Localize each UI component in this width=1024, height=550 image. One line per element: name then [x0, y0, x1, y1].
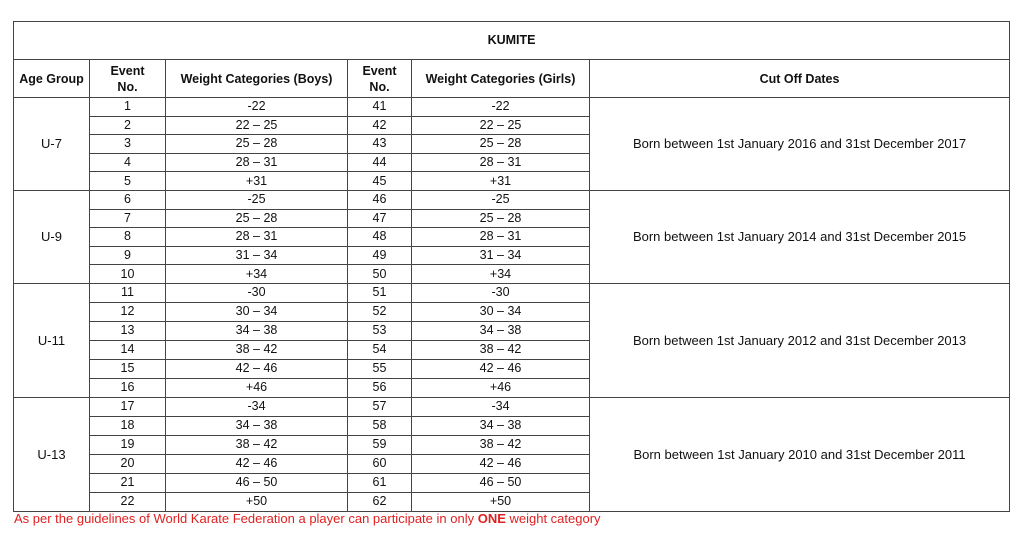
- girls-event-no-cell: 59: [348, 435, 412, 454]
- note-text-after: weight category: [505, 511, 601, 526]
- girls-event-no-cell: 48: [348, 228, 412, 247]
- header-event-no-boys: [90, 60, 166, 98]
- boys-weight-cell: -25: [166, 190, 348, 209]
- girls-event-no-cell: 52: [348, 302, 412, 321]
- girls-weight-cell: 28 – 31: [412, 228, 590, 247]
- boys-weight-cell: -34: [166, 397, 348, 416]
- boys-weight-cell: 42 – 46: [166, 454, 348, 473]
- girls-event-no-cell: 42: [348, 116, 412, 135]
- girls-weight-cell: -22: [412, 98, 590, 117]
- girls-event-no-cell: 60: [348, 454, 412, 473]
- girls-weight-cell: 46 – 50: [412, 473, 590, 492]
- boys-event-no-cell: 8: [90, 228, 166, 247]
- boys-event-no-cell: 17: [90, 397, 166, 416]
- header-cut-off-dates: Cut Off Dates: [590, 60, 1010, 98]
- header-event-no-boys-text: Event No.: [110, 63, 145, 94]
- boys-event-no-cell: 3: [90, 135, 166, 154]
- age-group-cell: U-13: [14, 397, 90, 511]
- boys-event-no-cell: 4: [90, 153, 166, 172]
- boys-weight-cell: +34: [166, 265, 348, 284]
- girls-event-no-cell: 51: [348, 283, 412, 302]
- boys-weight-cell: 38 – 42: [166, 340, 348, 359]
- girls-event-no-cell: 57: [348, 397, 412, 416]
- note-emphasis: ONE: [477, 511, 506, 526]
- boys-event-no-cell: 5: [90, 172, 166, 191]
- girls-weight-cell: +50: [412, 492, 590, 511]
- boys-event-no-cell: 21: [90, 473, 166, 492]
- age-group-cell: U-11: [14, 283, 90, 397]
- boys-event-no-cell: 9: [90, 246, 166, 265]
- girls-event-no-cell: 41: [348, 98, 412, 117]
- boys-event-no-cell: 6: [90, 190, 166, 209]
- table-row: [14, 190, 1010, 209]
- header-weight-girls: Weight Categories (Girls): [412, 60, 590, 98]
- boys-event-no-cell: 18: [90, 416, 166, 435]
- boys-event-no-cell: 14: [90, 340, 166, 359]
- guideline-note: [14, 511, 601, 526]
- boys-event-no-cell: 22: [90, 492, 166, 511]
- boys-weight-cell: 42 – 46: [166, 359, 348, 378]
- cut-off-date-cell: Born between 1st January 2014 and 31st December 2015: [590, 190, 1010, 283]
- cut-off-date-cell: Born between 1st January 2012 and 31st December 2013: [590, 283, 1010, 397]
- cut-off-date-cell: Born between 1st January 2016 and 31st December 2017: [590, 98, 1010, 191]
- girls-weight-cell: 34 – 38: [412, 321, 590, 340]
- girls-weight-cell: 31 – 34: [412, 246, 590, 265]
- girls-event-no-cell: 58: [348, 416, 412, 435]
- boys-event-no-cell: 2: [90, 116, 166, 135]
- boys-weight-cell: +46: [166, 378, 348, 397]
- girls-weight-cell: +31: [412, 172, 590, 191]
- girls-weight-cell: 38 – 42: [412, 340, 590, 359]
- girls-weight-cell: 25 – 28: [412, 209, 590, 228]
- boys-weight-cell: 38 – 42: [166, 435, 348, 454]
- girls-weight-cell: -34: [412, 397, 590, 416]
- girls-weight-cell: +46: [412, 378, 590, 397]
- boys-weight-cell: 31 – 34: [166, 246, 348, 265]
- boys-weight-cell: 34 – 38: [166, 416, 348, 435]
- girls-weight-cell: 30 – 34: [412, 302, 590, 321]
- girls-event-no-cell: 44: [348, 153, 412, 172]
- boys-weight-cell: 34 – 38: [166, 321, 348, 340]
- girls-weight-cell: 28 – 31: [412, 153, 590, 172]
- girls-event-no-cell: 47: [348, 209, 412, 228]
- boys-weight-cell: -30: [166, 283, 348, 302]
- boys-weight-cell: 30 – 34: [166, 302, 348, 321]
- boys-weight-cell: 28 – 31: [166, 153, 348, 172]
- girls-weight-cell: 22 – 25: [412, 116, 590, 135]
- boys-event-no-cell: 10: [90, 265, 166, 284]
- boys-event-no-cell: 15: [90, 359, 166, 378]
- girls-event-no-cell: 54: [348, 340, 412, 359]
- girls-weight-cell: 38 – 42: [412, 435, 590, 454]
- table-row: [14, 283, 1010, 302]
- table-row: [14, 98, 1010, 117]
- girls-event-no-cell: 49: [348, 246, 412, 265]
- header-event-no-girls-text: Event No.: [362, 63, 397, 94]
- girls-event-no-cell: 50: [348, 265, 412, 284]
- girls-weight-cell: +34: [412, 265, 590, 284]
- boys-weight-cell: 25 – 28: [166, 135, 348, 154]
- boys-event-no-cell: 12: [90, 302, 166, 321]
- boys-event-no-cell: 16: [90, 378, 166, 397]
- girls-weight-cell: 42 – 46: [412, 454, 590, 473]
- girls-event-no-cell: 61: [348, 473, 412, 492]
- girls-weight-cell: 34 – 38: [412, 416, 590, 435]
- girls-event-no-cell: 53: [348, 321, 412, 340]
- header-event-no-girls: [348, 60, 412, 98]
- age-group-cell: U-9: [14, 190, 90, 283]
- boys-weight-cell: 25 – 28: [166, 209, 348, 228]
- header-weight-boys: Weight Categories (Boys): [166, 60, 348, 98]
- cut-off-date-cell: Born between 1st January 2010 and 31st December 2011: [590, 397, 1010, 511]
- girls-event-no-cell: 43: [348, 135, 412, 154]
- boys-weight-cell: +50: [166, 492, 348, 511]
- boys-weight-cell: 46 – 50: [166, 473, 348, 492]
- header-age-group: Age Group: [14, 60, 90, 98]
- boys-event-no-cell: 19: [90, 435, 166, 454]
- boys-weight-cell: 22 – 25: [166, 116, 348, 135]
- girls-weight-cell: -25: [412, 190, 590, 209]
- boys-weight-cell: 28 – 31: [166, 228, 348, 247]
- age-group-cell: U-7: [14, 98, 90, 191]
- boys-weight-cell: +31: [166, 172, 348, 191]
- boys-event-no-cell: 20: [90, 454, 166, 473]
- girls-event-no-cell: 56: [348, 378, 412, 397]
- boys-event-no-cell: 11: [90, 283, 166, 302]
- girls-event-no-cell: 62: [348, 492, 412, 511]
- boys-event-no-cell: 1: [90, 98, 166, 117]
- table-row: [14, 397, 1010, 416]
- note-text-before: As per the guidelines of World Karate Federation a player can participate in only: [14, 511, 478, 526]
- girls-event-no-cell: 46: [348, 190, 412, 209]
- boys-event-no-cell: 13: [90, 321, 166, 340]
- table-body: [14, 98, 1010, 512]
- girls-event-no-cell: 45: [348, 172, 412, 191]
- girls-event-no-cell: 55: [348, 359, 412, 378]
- girls-weight-cell: -30: [412, 283, 590, 302]
- table-title: KUMITE: [14, 22, 1010, 60]
- girls-weight-cell: 25 – 28: [412, 135, 590, 154]
- boys-weight-cell: -22: [166, 98, 348, 117]
- girls-weight-cell: 42 – 46: [412, 359, 590, 378]
- kumite-table: [13, 21, 1010, 512]
- boys-event-no-cell: 7: [90, 209, 166, 228]
